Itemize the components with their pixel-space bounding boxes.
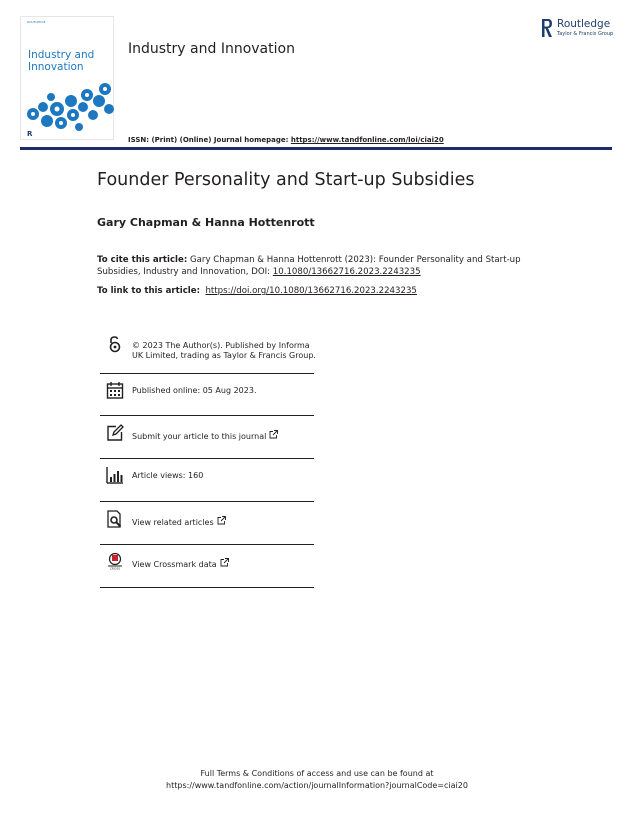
open-access-icon [106,335,124,353]
calendar-icon [106,381,124,399]
related-articles-link[interactable]: View related articles [132,516,226,528]
related-row[interactable] [100,502,314,545]
cover-logo-letter: R [27,130,33,138]
copyright-row [100,333,314,374]
external-link-icon [220,558,229,567]
svg-text:CROSS: CROSS [109,566,121,570]
crossmark-link[interactable]: View Crossmark data [132,558,229,570]
journal-cover [20,16,114,140]
footer-terms-url[interactable]: https://www.tandfonline.com/action/journalInformation?journalCode=ciai20 [166,781,468,790]
cover-gears-graphic [21,17,115,141]
cite-doi-link[interactable]: 10.1080/13662716.2023.2243235 [272,267,421,277]
search-document-icon [106,510,124,528]
journal-homepage-link[interactable]: https://www.tandfonline.com/loi/ciai20 [290,136,444,144]
logo-tagline: Taylor & Francis Group [557,31,614,37]
edit-icon [106,424,124,442]
routledge-r-icon [540,17,554,39]
external-link-icon [269,430,278,439]
cover-journal-title: Industry and Innovation [28,49,95,73]
cite-text: Gary Chapman & Hanna Hottenrott (2023): Founder Personality and Start-up Subsidies, Industry and Innovation, DOI: [97,255,521,277]
citation-block [97,254,537,278]
header-rule [20,147,612,150]
submit-row[interactable] [100,416,314,459]
bar-chart-icon [106,466,124,484]
submit-article-link[interactable]: Submit your article to this journal [132,430,278,442]
article-doi-link[interactable]: https://doi.org/10.1080/13662716.2023.2243235 [205,286,417,296]
article-info-list [100,333,314,588]
copyright-text: © 2023 The Author(s). Published by Informa UK Limited, trading as Taylor & Francis Group. [132,341,316,360]
footer-terms-text: Full Terms & Conditions of access and use can be found at [200,769,434,778]
issn-line [128,136,444,144]
published-text: Published online: 05 Aug 2023. [132,386,257,395]
external-link-icon [217,516,226,525]
crossmark-icon [106,552,124,570]
article-views-text: Article views: 160 [132,471,204,480]
crossmark-row[interactable] [100,545,314,588]
article-title: Founder Personality and Start-up Subsidies [97,170,475,190]
cite-label: To cite this article: [97,255,188,265]
article-authors: Gary Chapman & Hanna Hottenrott [97,216,315,229]
journal-title: Industry and Innovation [128,41,295,57]
page-footer [0,768,634,792]
issn-text: ISSN: (Print) (Online) Journal homepage: [128,136,291,144]
logo-name: Routledge [557,18,611,30]
cover-publisher-text: ROUTLEDGE [27,20,46,24]
article-link-line [97,286,417,296]
published-row [100,374,314,416]
views-row [100,459,314,502]
link-label: To link to this article: [97,286,201,296]
